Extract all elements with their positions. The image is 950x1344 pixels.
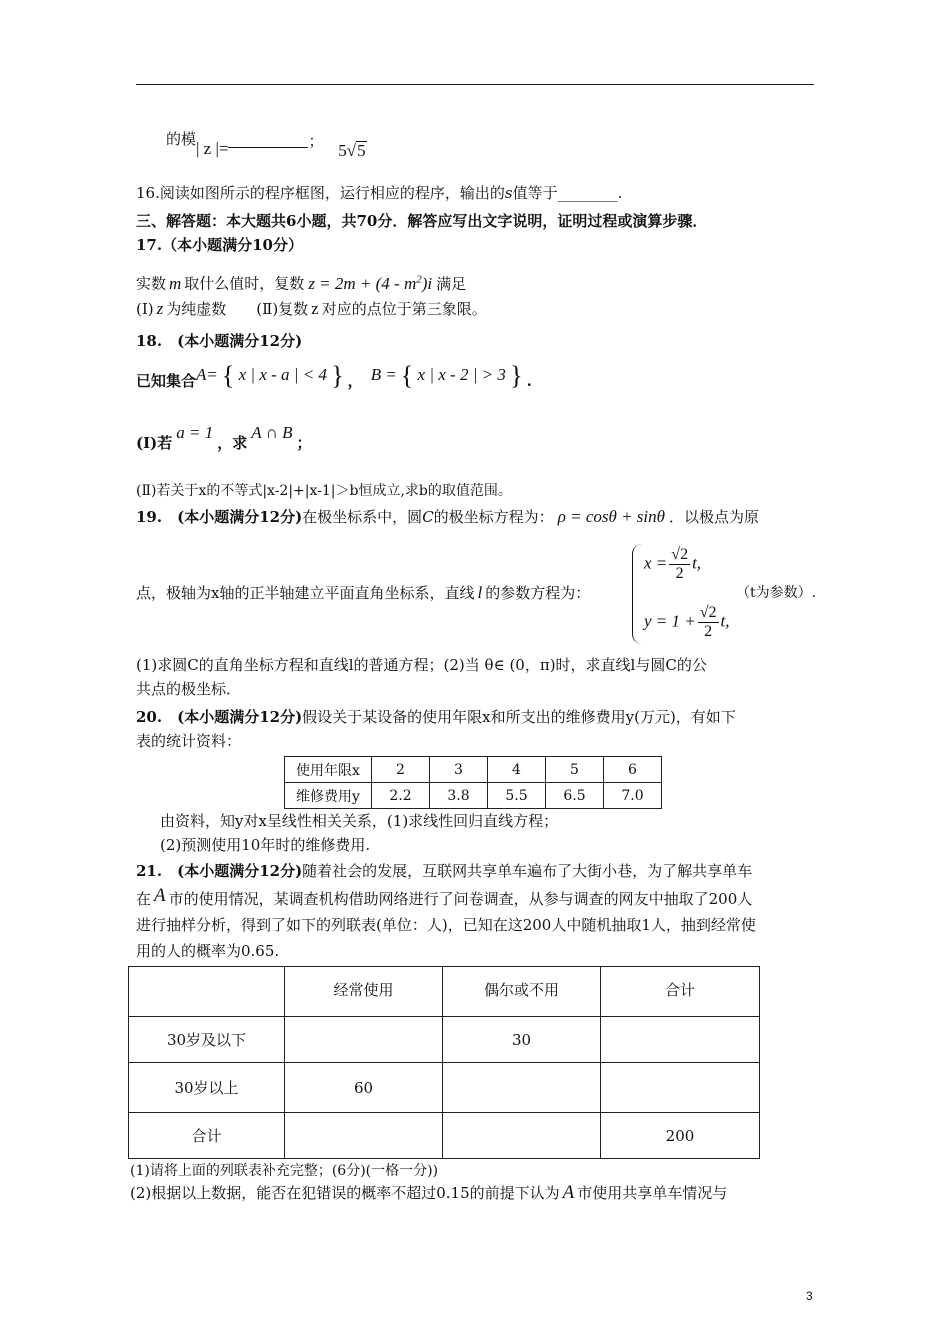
q20-after1: 由资料，知y对x呈线性相关关系，(1)求线性回归直线方程；: [160, 812, 559, 830]
table-cell: 3: [430, 757, 488, 783]
q21-line1: [136, 860, 752, 882]
q21-line2-b: 市的使用情况，某调查机构借助网络进行了问卷调查，从参与调查的网友中抽取了200人: [168, 890, 753, 908]
q21-line3: 进行抽样分析，得到了如下的列联表(单位：人)，已知在这200人中随机抽取1人，抽到经常使: [136, 916, 756, 934]
q17-part-b: 为纯虚数 (Ⅱ)复数: [166, 300, 309, 318]
q16-line: [136, 182, 622, 204]
q21-title: 21. (本小题满分12分): [136, 862, 303, 880]
table-cell: [443, 1063, 601, 1113]
set-a-name: A=: [196, 365, 218, 384]
q21-text: 随着社会的发展，互联网共享单车遍布了大街小巷，为了解共享单车: [302, 862, 753, 880]
table-cell: [443, 1113, 601, 1159]
table-cell: [129, 967, 285, 1017]
table-cell: 2: [372, 757, 430, 783]
q19-eq1-tail: t,: [692, 553, 702, 573]
q15-abs: | z |=: [196, 139, 229, 158]
set-b-name: B =: [370, 365, 397, 384]
q19-line3: (1)求圆C的直角坐标方程和直线l的普通方程；(2)当 θ∈ (0，π)时，求直线l与圆C的公: [136, 656, 707, 674]
left-brace-icon: {: [400, 361, 414, 391]
q15-blank: [228, 133, 308, 148]
table-cell: 3.8: [430, 783, 488, 809]
q17-z1: z: [156, 299, 164, 318]
header-rule: [136, 84, 814, 85]
q18-part1-expr: A ∩ B: [251, 423, 293, 442]
q18-part1-c: ；: [296, 434, 312, 452]
q19-text-c: ．以极点为原: [669, 508, 760, 526]
table-cell: 5.5: [488, 783, 546, 809]
q15-answer: [338, 141, 366, 160]
q19-eq1: [644, 546, 701, 583]
table-cell: 30岁以上: [129, 1063, 285, 1113]
table-cell: 维修费用y: [285, 783, 372, 809]
table-cell: [285, 1113, 443, 1159]
q16-text: 16.阅读如图所示的程序框图，运行相应的程序，输出的: [136, 184, 505, 202]
q17-z2: z: [311, 299, 319, 318]
q19-eq2-frac: [698, 604, 719, 641]
q19-line2-b: 的参数方程为：: [485, 584, 591, 602]
q20-line1: [136, 706, 736, 728]
table-cell: 60: [285, 1063, 443, 1113]
right-brace-icon: }: [331, 361, 344, 391]
q18-comma: ，: [347, 372, 363, 390]
q19-line1: [136, 506, 759, 528]
q18-part1-b: ，求: [217, 434, 248, 452]
q20-line2: 表的统计资料：: [136, 732, 242, 750]
q19-line4: 共点的极坐标．: [136, 680, 242, 698]
q19-eq2: [644, 604, 730, 641]
q19-c: C: [422, 508, 434, 526]
table-cell: 30岁及以下: [129, 1017, 285, 1063]
q17-text-b: 取什么值时，复数: [184, 274, 305, 293]
q21-after2: [130, 1182, 727, 1204]
table-cell: 使用年限x: [285, 757, 372, 783]
q16-var: s: [504, 184, 513, 202]
q18-part1-a: (Ⅰ)若: [136, 434, 173, 452]
q19-l: l: [477, 583, 483, 602]
q17-part-a: (Ⅰ): [136, 300, 154, 318]
q19-eq1-den: 2: [675, 565, 684, 582]
q15-answer-rad: 5: [357, 141, 366, 160]
q15-semicolon: ；: [308, 132, 324, 150]
q21-after2-a: (2)根据以上数据，能否在犯错误的概率不超过0.15的前提下认为: [130, 1184, 560, 1202]
section-three-heading: 三、解答题：本大题共6小题，共70分．解答应写出文字说明，证明过程或演算步骤．: [136, 212, 708, 230]
q17-formula: [308, 274, 432, 293]
q19-eq1-lhs: x =: [644, 553, 668, 573]
q15-prefix: 的模: [166, 130, 197, 148]
q18-part1: [136, 423, 312, 454]
q19-eq2-num: √2: [699, 604, 717, 621]
q21-after1: (1)请将上面的列联表补充完整；(6分)(一格一分)): [130, 1163, 439, 1179]
q19-eq2-lhs: y = 1 +: [644, 611, 696, 631]
q21-after2-city: A: [562, 1182, 575, 1203]
set-a: [218, 361, 348, 391]
q19-text-a: 在极坐标系中，圆: [302, 508, 423, 526]
q21-contingency-table: [128, 966, 760, 1159]
table-cell: 30: [443, 1017, 601, 1063]
table-row: [285, 783, 662, 809]
q17-line2: [136, 298, 487, 320]
q19-param-note: （t为参数）.: [736, 585, 817, 601]
table-header: 偶尔或不用: [443, 967, 601, 1017]
table-header: 合计: [601, 967, 760, 1017]
table-cell: [285, 1017, 443, 1063]
table-cell: 6: [604, 757, 662, 783]
q18-intro: 已知集合: [136, 372, 197, 390]
q17-formula-sup: 2: [416, 273, 422, 285]
set-b: [397, 361, 527, 391]
table-cell: 合计: [129, 1113, 285, 1159]
q18-title: 18. (本小题满分12分): [136, 332, 303, 350]
q18-sets-line: [136, 361, 532, 393]
right-brace-icon: }: [510, 361, 523, 391]
q17-text-a: 实数: [136, 274, 167, 293]
table-cell: 7.0: [604, 783, 662, 809]
q20-text: 假设关于某设备的使用年限x和所支出的维修费用y(万元)，有如下: [302, 708, 736, 726]
q18-part1-cond: a = 1: [176, 423, 214, 442]
q19-eq1-frac: [669, 546, 690, 583]
table-cell: 200: [601, 1113, 760, 1159]
table-cell: [601, 1063, 760, 1113]
table-header: 经常使用: [285, 967, 443, 1017]
q21-city-a: A: [154, 885, 166, 906]
table-cell: 2.2: [372, 783, 430, 809]
q20-title: 20. (本小题满分12分): [136, 708, 303, 726]
q17-part-c: 对应的点位于第三象限。: [321, 300, 487, 318]
table-row: [129, 967, 760, 1017]
table-row: [285, 757, 662, 783]
left-brace-icon: {: [221, 361, 235, 391]
table-cell: 4: [488, 757, 546, 783]
set-a-body: x | x - a | < 4: [238, 365, 327, 384]
q17-title: 17.（本小题满分10分）: [136, 236, 303, 254]
table-cell: 6.5: [546, 783, 604, 809]
sqrt-icon: √: [346, 141, 357, 160]
q19-eq1-num: √2: [671, 546, 689, 563]
table-row: [129, 1113, 760, 1159]
q19-line2-a: 点，极轴为x轴的正半轴建立平面直角坐标系，直线: [136, 584, 475, 602]
system-brace-icon: [632, 544, 643, 644]
q21-after2-b: 市使用共享单车情况与: [577, 1184, 728, 1202]
table-cell: 5: [546, 757, 604, 783]
table-row: [129, 1017, 760, 1063]
table-cell: [601, 1017, 760, 1063]
set-b-body: x | x - 2 | > 3: [417, 365, 506, 384]
q16-tail: 值等于________.: [512, 184, 623, 202]
q18-period: .: [526, 372, 532, 390]
q19-text-b: 的极坐标方程为：: [433, 508, 554, 526]
q15-answer-coef: 5: [338, 141, 347, 160]
q17-m: m: [169, 273, 182, 293]
q21-line2-a: 在: [136, 890, 152, 908]
q18-part2: (Ⅱ)若关于x的不等式|x-2|+|x-1|＞b恒成立,求b的取值范围。: [136, 483, 512, 499]
q19-eq2-tail: t,: [720, 611, 730, 631]
q19-title: 19. (本小题满分12分): [136, 508, 303, 526]
q20-after2: (2)预测使用10年时的维修费用.: [160, 836, 371, 854]
q21-line4: 用的人的概率为0.65.: [136, 942, 280, 960]
q20-table: [284, 756, 662, 809]
q19-eq2-den: 2: [704, 623, 713, 640]
q19-line2: [136, 582, 590, 604]
q17-line1: [136, 268, 466, 295]
q21-line2: [136, 885, 753, 910]
table-row: [129, 1063, 760, 1113]
page-number: 3: [806, 1289, 813, 1303]
q19-polar-formula: ρ = cosθ + sinθ: [557, 507, 665, 526]
q17-text-c: 满足: [436, 274, 467, 293]
q17-formula-main: z = 2m + (4 - m: [308, 273, 417, 293]
q17-formula-tail: )i: [421, 273, 433, 293]
q15-tail: [166, 128, 367, 160]
